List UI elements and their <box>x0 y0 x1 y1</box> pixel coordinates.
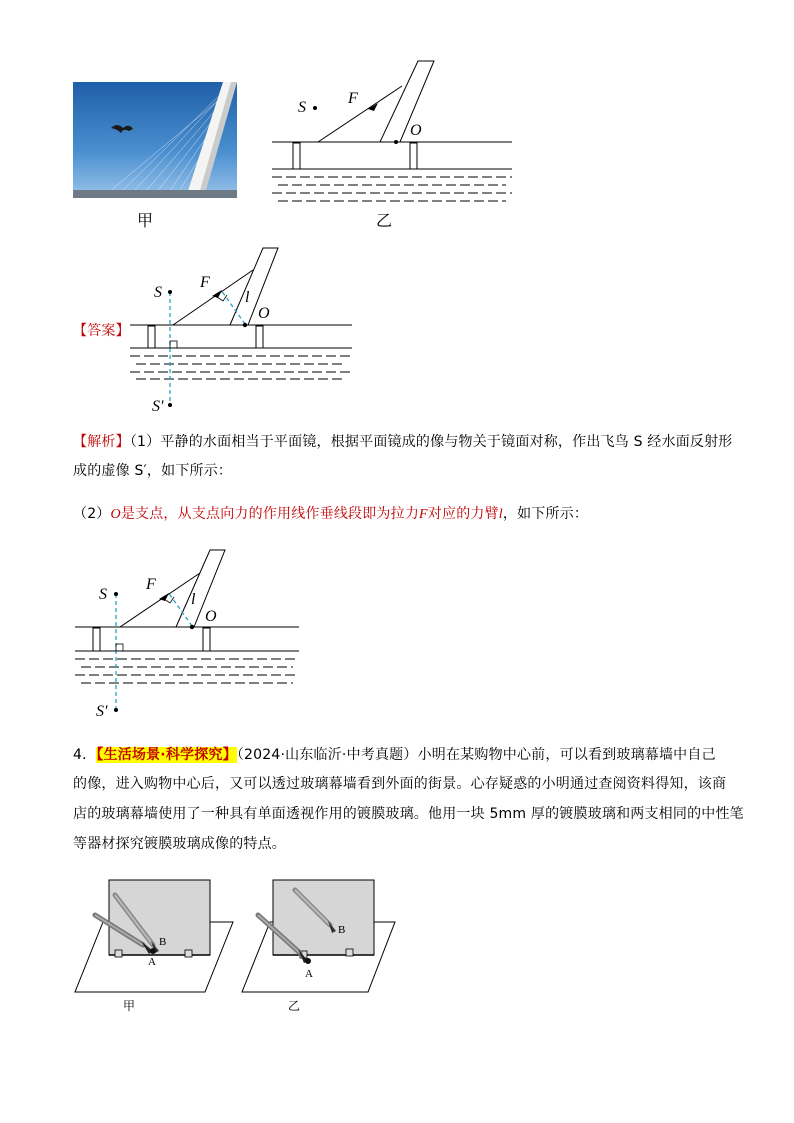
label-f: F <box>146 576 156 593</box>
label-s: S <box>154 284 162 301</box>
analysis-diagram <box>73 545 303 725</box>
experiment-diagram-left-svg <box>73 875 238 1020</box>
label-o: O <box>410 122 422 139</box>
question4-line3: 店的玻璃幕墙使用了一种具有单面透视作用的镀膜玻璃。他用一块 5mm 厚的镀膜玻璃和两支相同的中性笔 <box>73 806 744 822</box>
label-b: B <box>159 936 167 948</box>
lever-diagram-top <box>268 55 518 220</box>
experiment-diagram-left <box>73 875 238 1020</box>
label-f: F <box>200 274 210 291</box>
caption-left: 甲 <box>123 999 136 1013</box>
label-s: S <box>99 586 107 603</box>
bridge-photo <box>73 82 237 198</box>
label-a: A <box>148 956 156 968</box>
lever-diagram-top-svg <box>268 55 518 220</box>
label-f: F <box>348 90 358 107</box>
analysis-part1-cont: 成的虚像 S′，如下所示： <box>73 463 233 479</box>
caption-left: 甲 <box>137 213 154 230</box>
answer-diagram <box>128 240 358 415</box>
label-b: B <box>338 924 346 936</box>
question-number: 4． <box>73 747 97 763</box>
experiment-diagram-right-svg <box>240 875 405 1020</box>
label-o: O <box>205 608 217 625</box>
caption-right: 乙 <box>288 999 301 1013</box>
label-s-prime: S′ <box>96 703 108 720</box>
caption-right: 乙 <box>376 213 393 230</box>
label-l: l <box>245 289 250 306</box>
bridge-photo-svg <box>73 82 237 198</box>
experiment-diagram-right <box>240 875 405 1020</box>
label-l: l <box>191 591 196 608</box>
label-a: A <box>305 968 313 980</box>
question4-line2: 的像，进入购物中心后，又可以透过玻璃幕墙看到外面的街景。心存疑惑的小明通过查阅资料得知，该商 <box>73 776 727 792</box>
label-s: S <box>298 99 306 116</box>
question4-line4: 等器材探究镀膜玻璃成像的特点。 <box>73 836 286 852</box>
analysis-diagram-svg <box>73 545 303 725</box>
label-o: O <box>258 305 270 322</box>
question-tag: 【生活场景·科学探究】 <box>96 747 237 763</box>
label-s-prime: S′ <box>152 398 164 415</box>
answer-tag: 【答案】 <box>73 323 130 339</box>
analysis-part2: （2）O是支点，从支点向力的作用线作垂线段即为拉力F对应的力臂l，如下所示： <box>73 506 589 522</box>
analysis-part1: 【解析】（1）平静的水面相当于平面镜，根据平面镜成的像与物关于镜面对称，作出飞鸟 S 经水面反射形 <box>73 434 733 450</box>
analysis-tag: 【解析】 <box>73 434 130 450</box>
answer-diagram-svg <box>128 240 358 415</box>
question4-line1: 4．【生活场景·科学探究】（2024·山东临沂·中考真题）小明在某购物中心前，可以看到玻璃幕墙中自己 <box>73 747 716 763</box>
